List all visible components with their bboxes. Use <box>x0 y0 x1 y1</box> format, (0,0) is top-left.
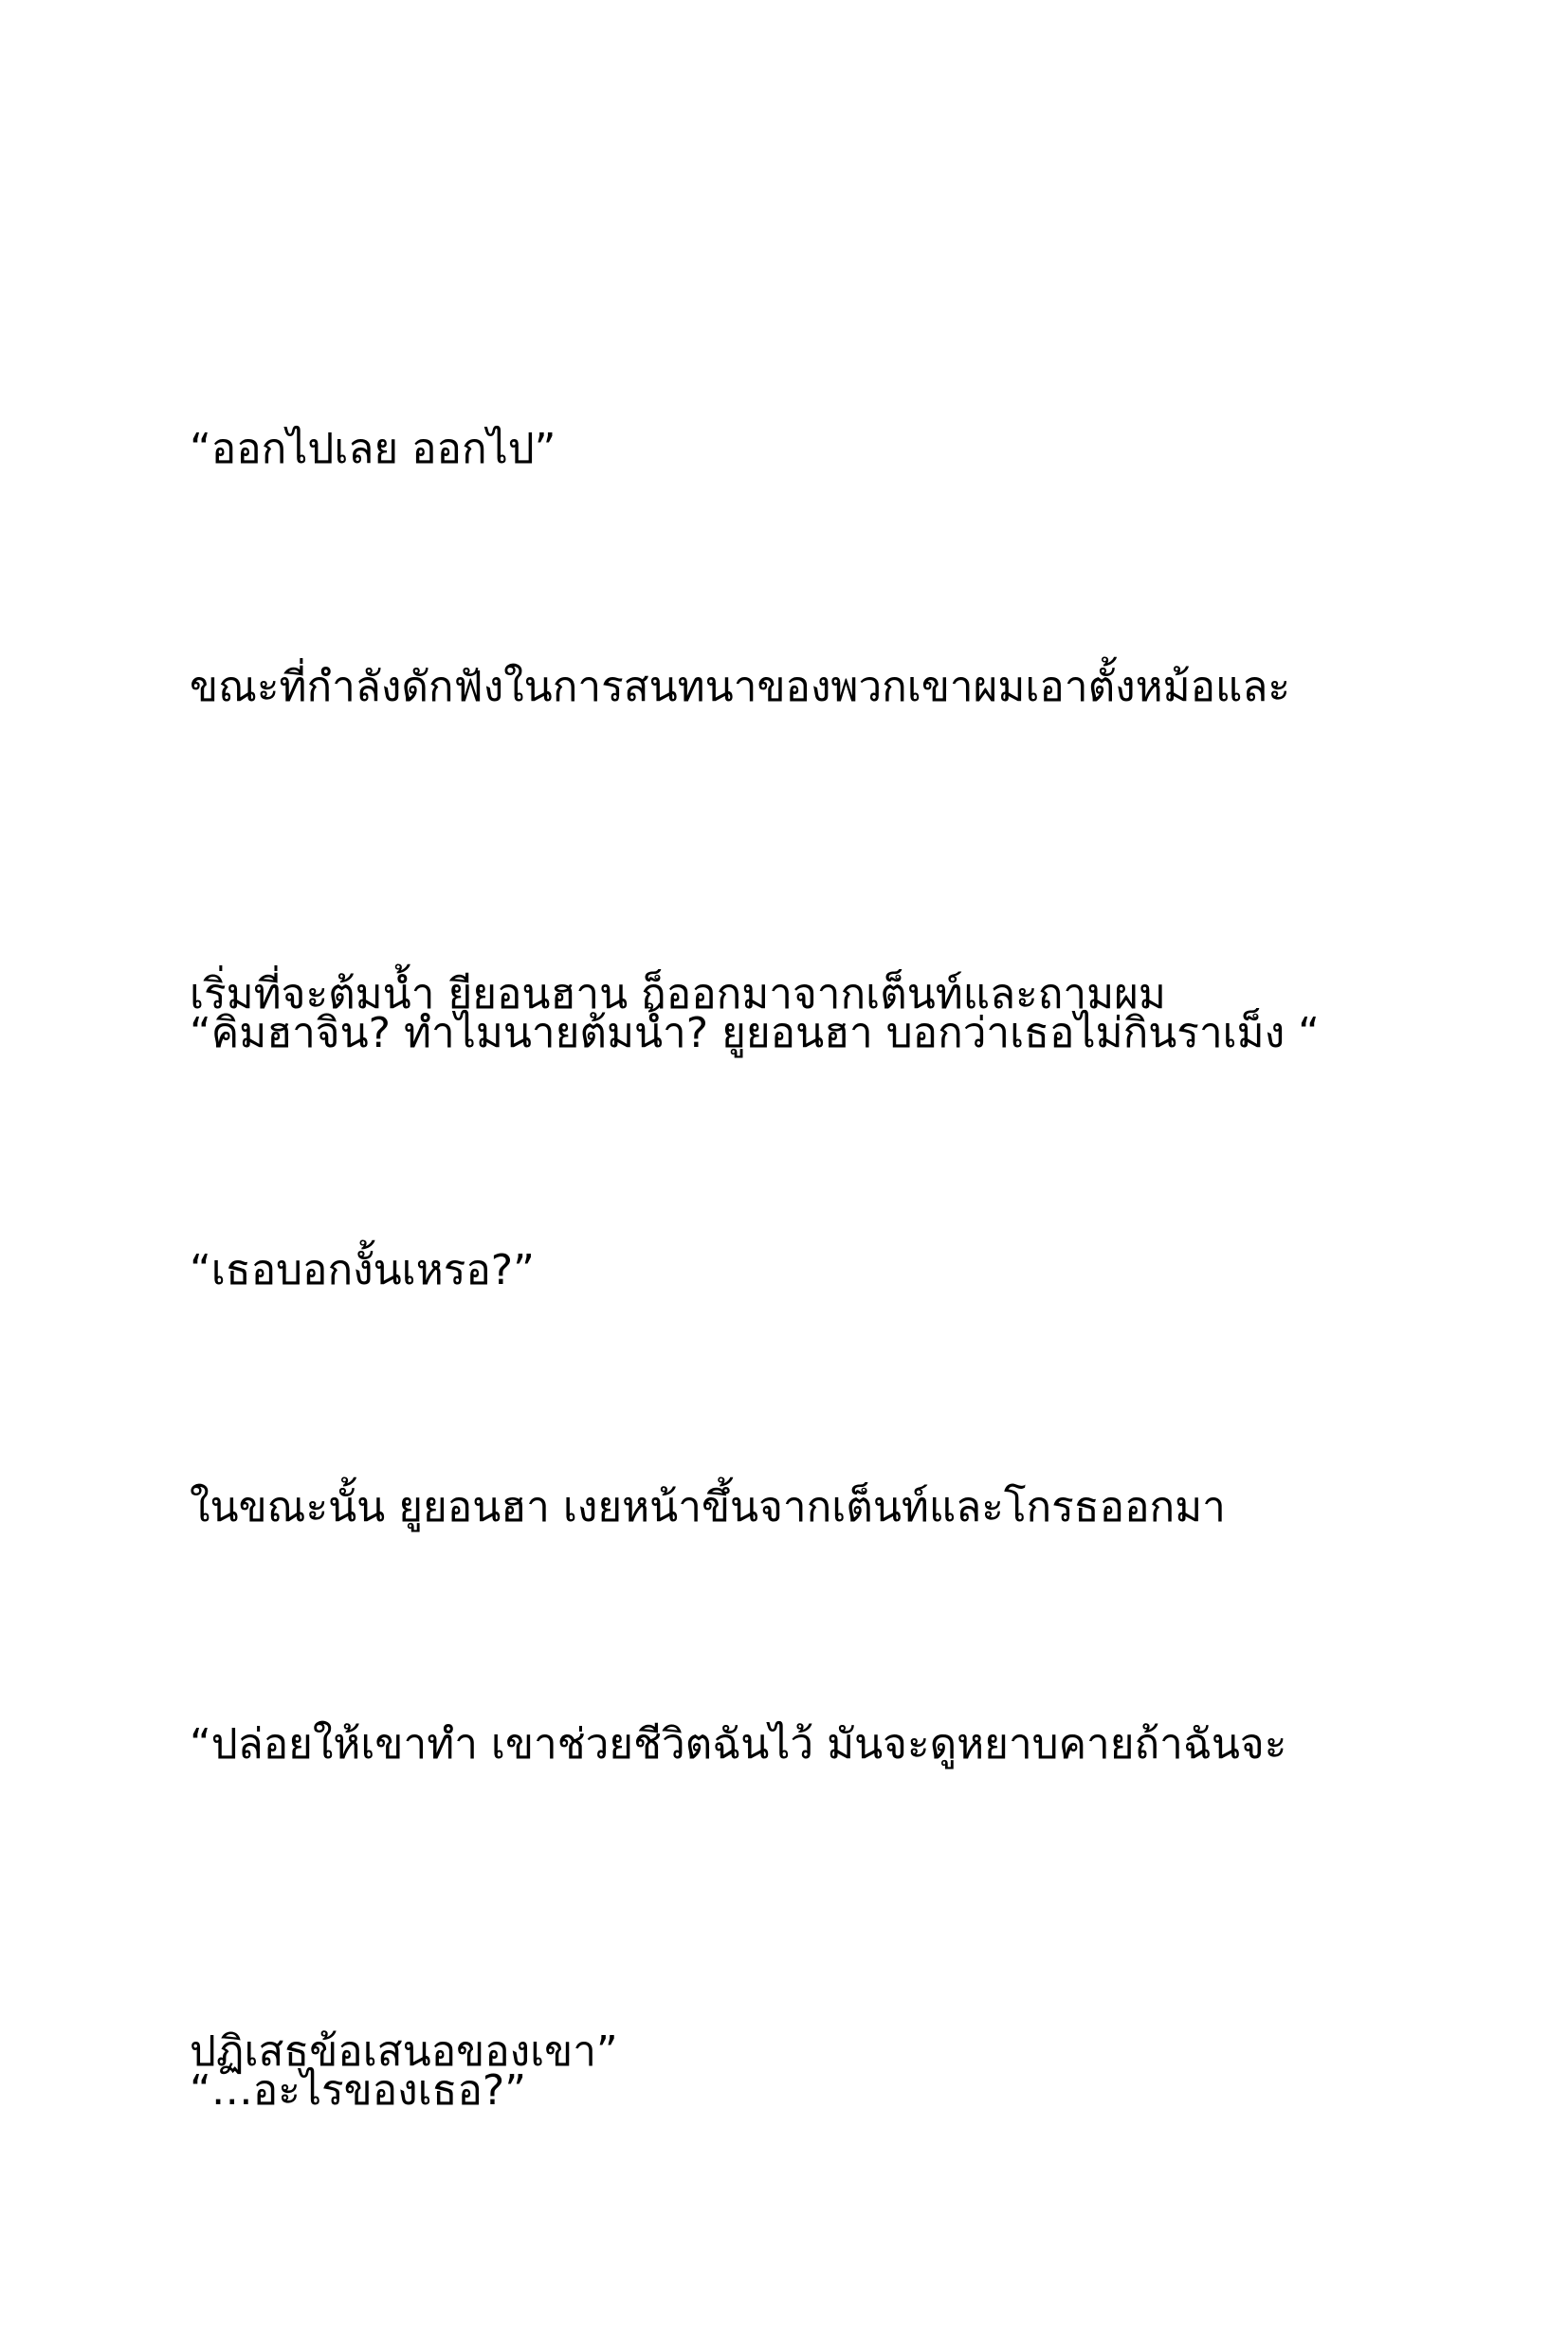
dialogue-paragraph-7 <box>190 1835 1422 2347</box>
text-line: “…อะไรของเธอ?” <box>190 2066 527 2115</box>
text-line: “ปล่อยให้เขาทำ เขาช่วยชีวิตฉันไว้ มันจะดูหยาบคายถ้าฉันจะ <box>190 1720 1287 1769</box>
text-line: “ออกไปเลย ออกไป” <box>190 425 556 473</box>
text-line: ขณะที่กำลังดักฟังในการสนทนาของพวกเขาผมเอาตั้งหม้อและ <box>190 663 1291 711</box>
text-line: ในขณะนั้น ยูยอนฮา เงยหน้าขึ้นจากเต็นท์และโกรธออกมา <box>190 1483 1226 1531</box>
text-line: ปฏิเสธข้อเสนอของเขา” <box>190 2027 618 2076</box>
text-line: “เธอบอกงั้นเหรอ?” <box>190 1246 535 1294</box>
text-line: เริ่มที่จะต้มน้ำ ยียอนฮาน ก็ออกมาจากเต็นท์และถามผม <box>190 970 1166 1018</box>
text-line: “คิมฮาจิน? ทำไมนายต้มน้ำ? ยูยอนฮา บอกว่าเธอไม่กินราเม็ง “ <box>190 1009 1320 1057</box>
